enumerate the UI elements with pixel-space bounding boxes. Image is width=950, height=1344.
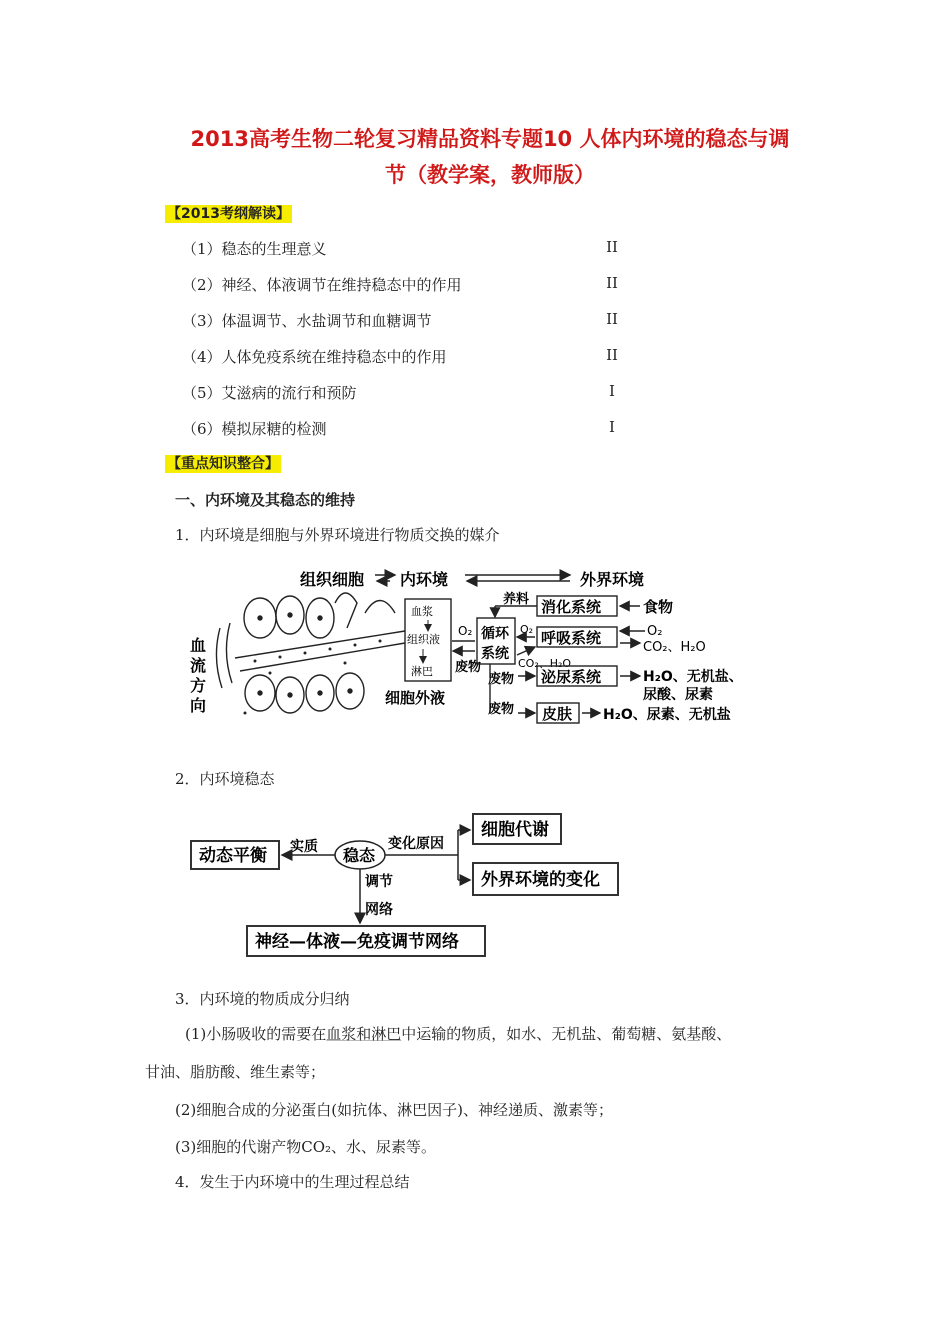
tissue-cells-sketch xyxy=(216,593,405,713)
paragraph-3-3: (3)细胞的代谢产物CO₂、水、尿素等。 xyxy=(175,1138,437,1156)
doc-title-line2: 节（教学案，教师版） xyxy=(385,163,595,187)
label-resp-out-o2: O₂ xyxy=(647,624,663,639)
label-essence: 实质 xyxy=(290,839,318,855)
paragraph-3: 3．内环境的物质成分归纳 xyxy=(175,990,350,1008)
exam-item-level: II xyxy=(606,310,618,328)
label-skin-out: H₂O、尿素、无机盐 xyxy=(603,707,731,723)
label-reg-2: 网络 xyxy=(365,902,393,918)
exam-item-text: （6）模拟尿糖的检测 xyxy=(182,420,327,438)
exam-item-level: II xyxy=(606,274,618,292)
label-waste2: 废物 xyxy=(488,672,515,687)
paragraph-3-1a: (1)小肠吸收的需要在血浆和淋巴中运输的物质，如水、无机盐、葡萄糖、氨基酸、 xyxy=(185,1025,732,1043)
label-nutrient: 养料 xyxy=(503,592,530,607)
exam-item-text: （3）体温调节、水盐调节和血糖调节 xyxy=(182,312,432,330)
doc-title-line1: 2013高考生物二轮复习精品资料专题10 人体内环境的稳态与调 xyxy=(190,127,790,151)
label-cause: 变化原因 xyxy=(388,836,444,852)
paragraph-3-1b: 甘油、脂肪酸、维生素等； xyxy=(145,1063,326,1081)
label-lymph: 淋巴 xyxy=(411,665,433,678)
paragraph-2: 2．内环境稳态 xyxy=(175,770,275,788)
blood-flow-1: 血 xyxy=(190,636,207,655)
label-network: 神经—体液—免疫调节网络 xyxy=(255,932,459,952)
exam-item-text: （2）神经、体液调节在维持稳态中的作用 xyxy=(182,276,462,294)
label-o2: O₂ xyxy=(458,624,473,638)
exam-item-text: （4）人体免疫系统在维持稳态中的作用 xyxy=(182,348,447,366)
exam-item-level: II xyxy=(606,346,618,364)
exchange-diagram xyxy=(185,563,743,733)
label-waste: 废物 xyxy=(455,660,482,675)
label-tissue-cell: 组织细胞 xyxy=(300,570,365,589)
blood-flow-3: 方 xyxy=(190,676,207,695)
blood-flow-4: 向 xyxy=(190,696,207,715)
exam-item-text: （5）艾滋病的流行和预防 xyxy=(182,384,357,402)
label-urinary-out2: 尿酸、尿素 xyxy=(643,687,713,703)
label-plasma: 血浆 xyxy=(411,605,433,618)
exam-item-level: I xyxy=(609,418,615,436)
label-reg-1: 调节 xyxy=(365,874,393,890)
subheading-1: 一、内环境及其稳态的维持 xyxy=(175,491,356,509)
exam-heading: 【2013考纲解读】 xyxy=(167,206,290,222)
label-ecf: 细胞外液 xyxy=(385,689,446,707)
label-skin: 皮肤 xyxy=(542,705,573,723)
label-urinary-out1: H₂O、无机盐、 xyxy=(643,669,743,685)
label-respiratory: 呼吸系统 xyxy=(541,629,602,647)
label-urinary: 泌尿系统 xyxy=(541,668,602,686)
paragraph-3-2: (2)细胞合成的分泌蛋白(如抗体、淋巴因子)、神经递质、激素等； xyxy=(175,1101,613,1119)
label-resp-co2-in: CO₂、H₂O xyxy=(518,657,572,670)
homeostasis-diagram xyxy=(185,808,625,963)
label-dynamic-balance: 动态平衡 xyxy=(199,846,267,866)
paragraph-4: 4．发生于内环境中的生理过程总结 xyxy=(175,1173,410,1191)
label-metabolism: 细胞代谢 xyxy=(481,820,549,840)
label-waste3: 废物 xyxy=(488,702,515,717)
label-resp-o2: O₂ xyxy=(520,623,534,636)
label-tissue-fluid: 组织液 xyxy=(407,633,440,646)
paragraph-1: 1．内环境是细胞与外界环境进行物质交换的媒介 xyxy=(175,526,500,544)
label-digestive: 消化系统 xyxy=(541,598,602,616)
label-resp-out-co2: CO₂、H₂O xyxy=(643,640,706,655)
exam-item-level: II xyxy=(606,238,618,256)
label-internal-env: 内环境 xyxy=(400,570,449,589)
label-external-env: 外界环境 xyxy=(580,570,645,589)
label-homeostasis: 稳态 xyxy=(343,846,376,865)
exam-item-text: （1）稳态的生理意义 xyxy=(182,240,327,258)
blood-flow-2: 流 xyxy=(190,656,207,675)
label-circ-1: 循环 xyxy=(481,626,509,642)
label-external-change: 外界环境的变化 xyxy=(481,870,600,890)
label-circ-2: 系统 xyxy=(481,646,509,662)
key-heading: 【重点知识整合】 xyxy=(167,456,279,472)
label-food: 食物 xyxy=(643,598,674,616)
exam-item-level: I xyxy=(609,382,615,400)
